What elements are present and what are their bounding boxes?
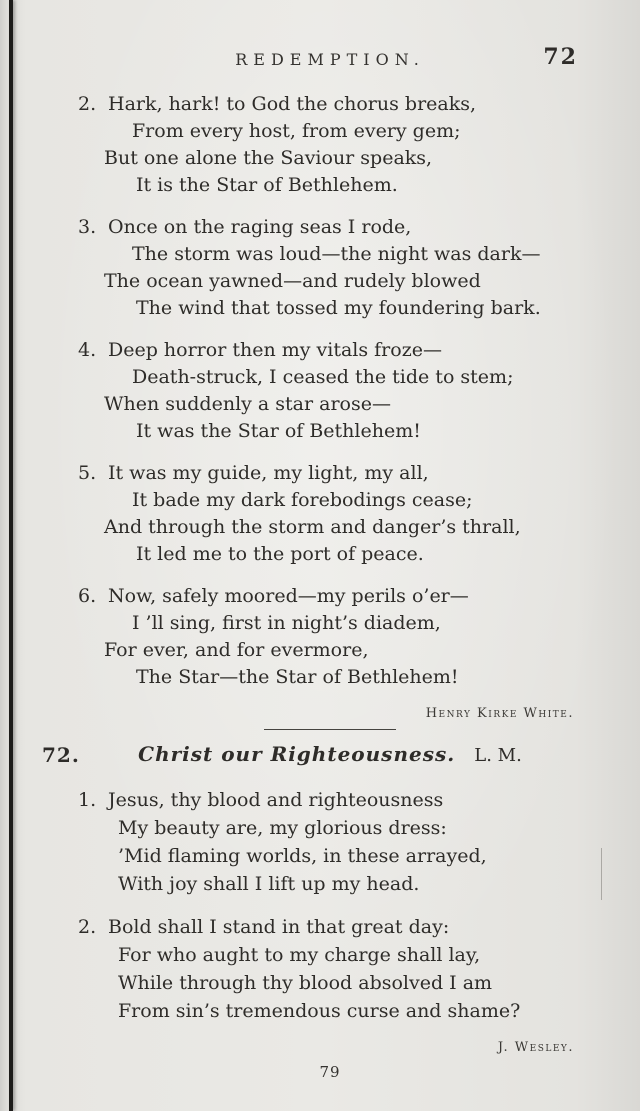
verse-line: I ’ll sing, first in night’s diadem, <box>132 612 441 634</box>
verse-number: 4. <box>78 339 97 361</box>
section-title: REDEMPTION. <box>235 50 425 69</box>
verse-line: It led me to the port of peace. <box>136 543 424 565</box>
verse <box>78 913 582 1025</box>
verse-line <box>78 786 582 814</box>
verse-line: My beauty are, my glorious dress: <box>118 817 447 839</box>
verse-line <box>78 460 582 487</box>
verse-line: It is the Star of Bethlehem. <box>136 174 398 196</box>
verse <box>78 337 582 445</box>
verse-line-text: Bold shall I stand in that great day: <box>108 916 450 938</box>
author-attribution: J. Wesley. <box>497 1040 574 1055</box>
page-number-top: 72 <box>543 44 578 70</box>
verse-line: For ever, and for evermore, <box>104 639 369 661</box>
verse-number: 1. <box>78 789 97 811</box>
hymn-meter: L. M. <box>474 745 522 766</box>
verse-line: The storm was loud—the night was dark— <box>132 243 541 265</box>
verse-number: 6. <box>78 585 97 607</box>
verse-line-text: Once on the raging seas I rode, <box>108 216 412 238</box>
hymn-divider <box>264 729 396 730</box>
verse-line-text: It was my guide, my light, my all, <box>108 462 429 484</box>
verse-line <box>78 583 582 610</box>
page-number-bottom: 79 <box>319 1063 341 1081</box>
hymn-heading <box>42 742 582 767</box>
verse-line: While through thy blood absolved I am <box>118 972 493 994</box>
verse-line <box>78 913 582 941</box>
verse <box>78 91 582 199</box>
verse-line: ’Mid flaming worlds, in these arrayed, <box>118 845 487 867</box>
verse-number: 5. <box>78 462 97 484</box>
verse-line: When suddenly a star arose— <box>104 393 391 415</box>
verse-line: From every host, from every gem; <box>132 120 461 142</box>
verse-line <box>78 91 582 118</box>
verse-line: With joy shall I lift up my head. <box>118 873 420 895</box>
verse-line: From sin’s tremendous curse and shame? <box>118 1000 521 1022</box>
running-head <box>78 44 582 70</box>
verse <box>78 460 582 568</box>
verse-line: But one alone the Saviour speaks, <box>104 147 433 169</box>
verse-line-text: Deep horror then my vitals froze— <box>108 339 442 361</box>
verse <box>78 214 582 322</box>
verse-line: Death-struck, I ceased the tide to stem; <box>132 366 514 388</box>
verse <box>78 583 582 691</box>
verse-line: It was the Star of Bethlehem! <box>136 420 421 442</box>
verse-line: The wind that tossed my foundering bark. <box>136 297 541 319</box>
verse-line-text: Now, safely moored—my perils o’er— <box>108 585 469 607</box>
author-attribution: Henry Kirke White. <box>425 706 574 721</box>
verse-line <box>78 214 582 241</box>
hymn-title: Christ our Righteousness. <box>138 742 456 766</box>
verse-line-text: Hark, hark! to God the chorus breaks, <box>108 93 477 115</box>
verse-line: For who aught to my charge shall lay, <box>118 944 481 966</box>
verse <box>78 786 582 898</box>
verse-line-text: Jesus, thy blood and righteousness <box>108 789 444 811</box>
verse-line: The Star—the Star of Bethlehem! <box>136 666 459 688</box>
hymn-number: 72. <box>42 743 80 767</box>
verse-line: It bade my dark forebodings cease; <box>132 489 473 511</box>
verse-number: 2. <box>78 93 97 115</box>
verse-line <box>78 337 582 364</box>
verse-number: 3. <box>78 216 97 238</box>
verse-line: The ocean yawned—and rudely blowed <box>104 270 481 292</box>
verse-number: 2. <box>78 916 97 938</box>
verse-line: And through the storm and danger’s thrall, <box>104 516 521 538</box>
